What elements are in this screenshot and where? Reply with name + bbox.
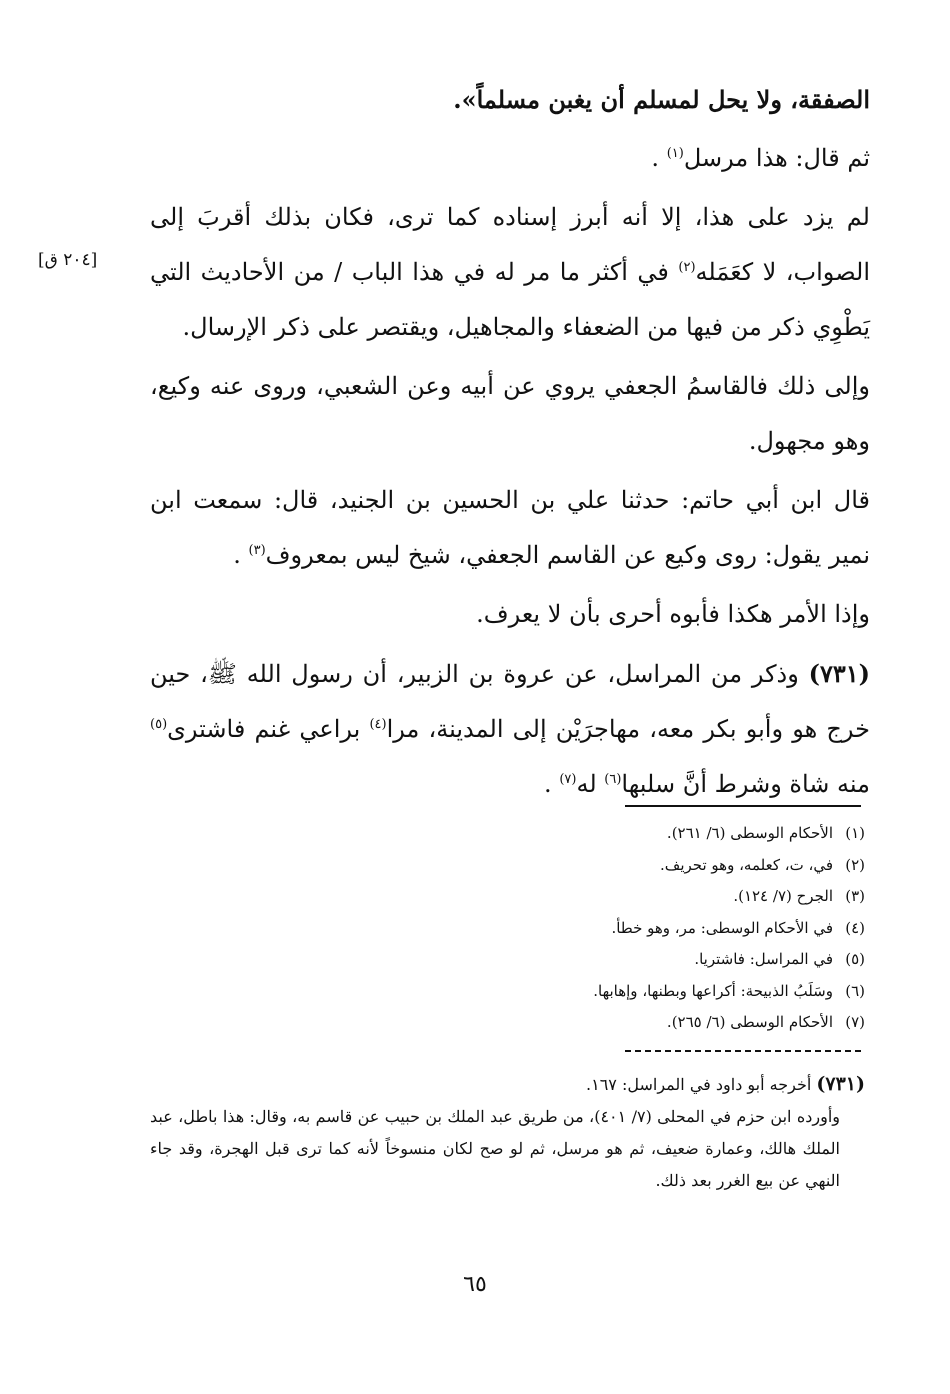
footnote-number: (٢) — [845, 855, 865, 874]
manuscript-folio-marker: [٢٠٤ ق] — [38, 250, 98, 270]
text-run: . — [651, 144, 660, 172]
footnote-item — [520, 850, 865, 882]
text-run: . — [544, 770, 552, 798]
footnote-text: الجرح (٧/ ١٢٤). — [733, 887, 833, 905]
text-run: له — [576, 770, 597, 798]
hadith-number: (٧٣١) — [816, 1073, 865, 1095]
text-paragraph: وإلى ذلك فالقاسمُ الجعفي يروي عن أبيه وعن الشعبي، وروى عنه وكيع، وهو مجهول. — [150, 372, 870, 455]
hadith-paragraph — [150, 646, 870, 812]
footnote-number: (١) — [845, 824, 865, 842]
text-run: منه شاة وشرط أنَّ سلبها — [621, 770, 870, 798]
takhrij-notes — [150, 1068, 865, 1197]
text-run: لم يزد على هذا، إلا أنه أبرز إسناده كما ترى، فكان بذلك أقربَ إلى الصواب، لا كعَمَله — [150, 203, 871, 286]
text-run: ثم قال: هذا مرسل — [683, 144, 870, 172]
text-paragraph — [150, 131, 870, 186]
page-number: ٦٥ — [463, 1272, 487, 1297]
footnote-ref[interactable]: (٢) — [678, 260, 696, 275]
text-run: وذكر من المراسل، عن عروة بن الزبير، أن رسول الله ﷺ، حين خرج هو وأبو بكر معه، مهاجرَيْن إلى المدينة، مرا — [150, 660, 870, 743]
takhrij-paragraph: وأورده ابن حزم في المحلى (٧/ ٤٠١)، من طريق عبد الملك بن حبيب عن قاسم به، وقال: هذا باطل، عبد الملك هالك، وعمارة ضعيف، ثم هو مرسل، ثم لو صح لكان منسوخاً لأنه كما ترى قبل الهجرة، وقد جاء النهي عن بيع الغرر بعد ذلك. — [150, 1107, 840, 1190]
footnote-item — [520, 944, 865, 976]
footnote-item — [520, 976, 865, 1008]
footnote-item — [520, 913, 865, 945]
footnote-number: (٤) — [845, 918, 865, 937]
takhrij-text: أخرجه أبو داود في المراسل: ١٦٧. — [586, 1075, 812, 1094]
footnote-number: (٥) — [845, 950, 865, 968]
footnote-item — [520, 818, 865, 850]
footnote-text: في الأحكام الوسطى: مر، وهو خطأ. — [611, 918, 833, 937]
text-run: في أكثر ما مر له في هذا الباب / من الأحاديث التي يَطْوِي ذكر من فيها من الضعفاء والمجاهيل، ويقتصر على ذكر الإرسال. — [150, 258, 870, 341]
footnote-number: (٣) — [845, 887, 865, 905]
footnote-ref[interactable]: (٧) — [559, 772, 577, 787]
footnote-number: (٧) — [845, 1013, 865, 1031]
footnote-text: وسَلَبُ الذبيحة: أكراعها وبطنها، وإهابها. — [593, 981, 833, 1000]
footnote-item — [520, 1007, 865, 1039]
footnote-text: في المراسل: فاشتريا. — [694, 950, 833, 968]
main-text — [150, 72, 870, 816]
footnote-ref[interactable]: (١) — [666, 146, 684, 161]
text-paragraph — [150, 190, 870, 355]
footnote-ref[interactable]: (٤) — [369, 717, 387, 732]
footnote-ref[interactable]: (٦) — [604, 772, 622, 787]
footnote-text: في، ت، كعلمه، وهو تحريف. — [660, 855, 833, 874]
text-paragraph: وإذا الأمر هكذا فأبوه أحرى بأن لا يعرف. — [476, 600, 870, 628]
takhrij-separator — [625, 1050, 861, 1052]
footnote-text: الأحكام الوسطى (٦/ ٢٦١). — [666, 824, 833, 842]
footnote-ref[interactable]: (٣) — [248, 543, 266, 558]
takhrij-line — [150, 1068, 865, 1101]
footnote-text: الأحكام الوسطى (٦/ ٢٦٥). — [666, 1013, 833, 1031]
footnote-number: (٦) — [845, 981, 865, 1000]
footnote-item — [520, 881, 865, 913]
footnotes — [520, 818, 865, 1039]
text-line-continuation: الصفقة، ولا يحل لمسلم أن يغبن مسلماً». — [453, 85, 870, 114]
text-run: . — [233, 541, 241, 569]
text-paragraph — [150, 473, 870, 583]
text-run: براعي غنم فاشترى — [167, 715, 361, 743]
footnote-separator — [625, 805, 861, 807]
hadith-number: (٧٣١) — [808, 659, 870, 688]
footnote-ref[interactable]: (٥) — [150, 717, 168, 732]
text-run: قال ابن أبي حاتم: حدثنا علي بن الحسين بن الجنيد، قال: سمعت ابن نمير يقول: روى وكيع عن القاسم الجعفي، شيخ ليس بمعروف — [150, 486, 870, 569]
